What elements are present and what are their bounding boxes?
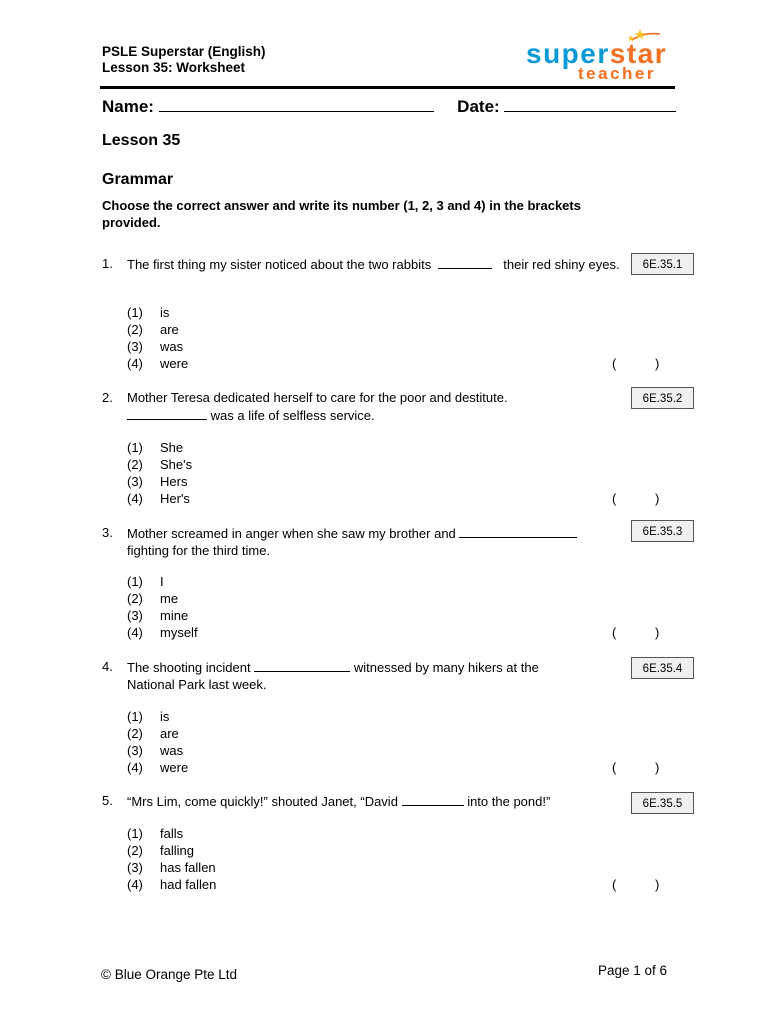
page-number: Page 1 of 6 [598,963,668,978]
question-code: 6E.35.2 [631,387,694,409]
answer-blank [254,658,350,672]
answer-brackets[interactable]: ( ) [612,625,660,640]
stem-text-after: witnessed by many hikers at the National Park last week. [127,660,539,692]
worksheet-header [102,44,266,76]
question-number: 5. [102,793,113,808]
worksheet-title: Lesson 35: Worksheet [102,60,246,75]
option: (2) are [127,322,179,337]
stem-text-before: Mother Teresa dedicated herself to care for the poor and destitute. [127,390,508,405]
question-stem [127,524,625,559]
question-number: 4. [102,659,113,674]
option: (3) was [127,743,184,758]
option: (4) had fallen [127,877,217,892]
option: (4) myself [127,625,198,640]
name-field[interactable] [159,95,434,112]
logo-text-star: star [609,38,668,69]
options-list [127,439,192,507]
question-code: 6E.35.5 [631,792,694,814]
lesson-heading: Lesson 35 [102,132,181,149]
stem-text-before: The first thing my sister noticed about the two rabbits [127,257,432,272]
stem-text-after: into the pond!” [467,794,551,809]
option: (2) She's [127,457,193,472]
question-stem [127,792,625,810]
option: (1) I [127,574,164,589]
options-list [127,304,188,372]
stem-text-before: Mother screamed in anger when she saw my brother and [127,526,456,541]
answer-brackets[interactable]: ( ) [612,877,660,892]
option: (3) Hers [127,474,188,489]
option: (1) is [127,305,170,320]
option: (2) are [127,726,179,741]
question-number: 2. [102,390,113,405]
answer-blank [127,406,207,420]
options-list [127,708,188,776]
question-stem [127,255,625,273]
option: (2) me [127,591,179,606]
options-list [127,573,198,641]
date-field[interactable] [504,95,676,112]
option: (1) is [127,709,170,724]
question-stem [127,389,625,424]
copyright-notice: © Blue Orange Pte Ltd [101,967,238,982]
logo-text-teacher: teacher [578,64,656,83]
answer-brackets[interactable]: ( ) [612,356,660,371]
question-number: 1. [102,256,113,271]
name-label: Name: [102,97,154,116]
answer-blank [438,255,492,269]
instructions: Choose the correct answer and write its number (1, 2, 3 and 4) in the brackets provided. [102,198,581,230]
course-title: PSLE Superstar (English) [102,44,266,59]
question-code: 6E.35.1 [631,253,694,275]
option: (1) She [127,440,184,455]
stem-text-after: was a life of selfless service. [210,408,375,423]
option: (4) Her's [127,491,190,506]
section-heading: Grammar [102,171,174,188]
option: (2) falling [127,843,194,858]
question-stem [127,658,587,693]
answer-blank [459,524,577,538]
logo-text-super: super [526,38,610,69]
stem-text-after: fighting for the third time. [127,543,271,558]
options-list [127,825,216,893]
answer-brackets[interactable]: ( ) [612,491,660,506]
option: (1) falls [127,826,184,841]
stem-text-after: their red shiny eyes. [503,257,620,272]
option: (4) were [127,356,189,371]
superstar-teacher-logo [526,28,671,84]
question-number: 3. [102,525,113,540]
option: (3) was [127,339,184,354]
answer-brackets[interactable]: ( ) [612,760,660,775]
stem-text-before: The shooting incident [127,660,251,675]
option: (3) has fallen [127,860,216,875]
question-code: 6E.35.4 [631,657,694,679]
header-divider [100,86,675,89]
answer-blank [402,792,464,806]
question-code: 6E.35.3 [631,520,694,542]
stem-text-before: “Mrs Lim, come quickly!” shouted Janet, “David [127,794,398,809]
date-label: Date: [457,97,500,116]
option: (3) mine [127,608,189,623]
name-date-row [102,95,676,117]
option: (4) were [127,760,189,775]
